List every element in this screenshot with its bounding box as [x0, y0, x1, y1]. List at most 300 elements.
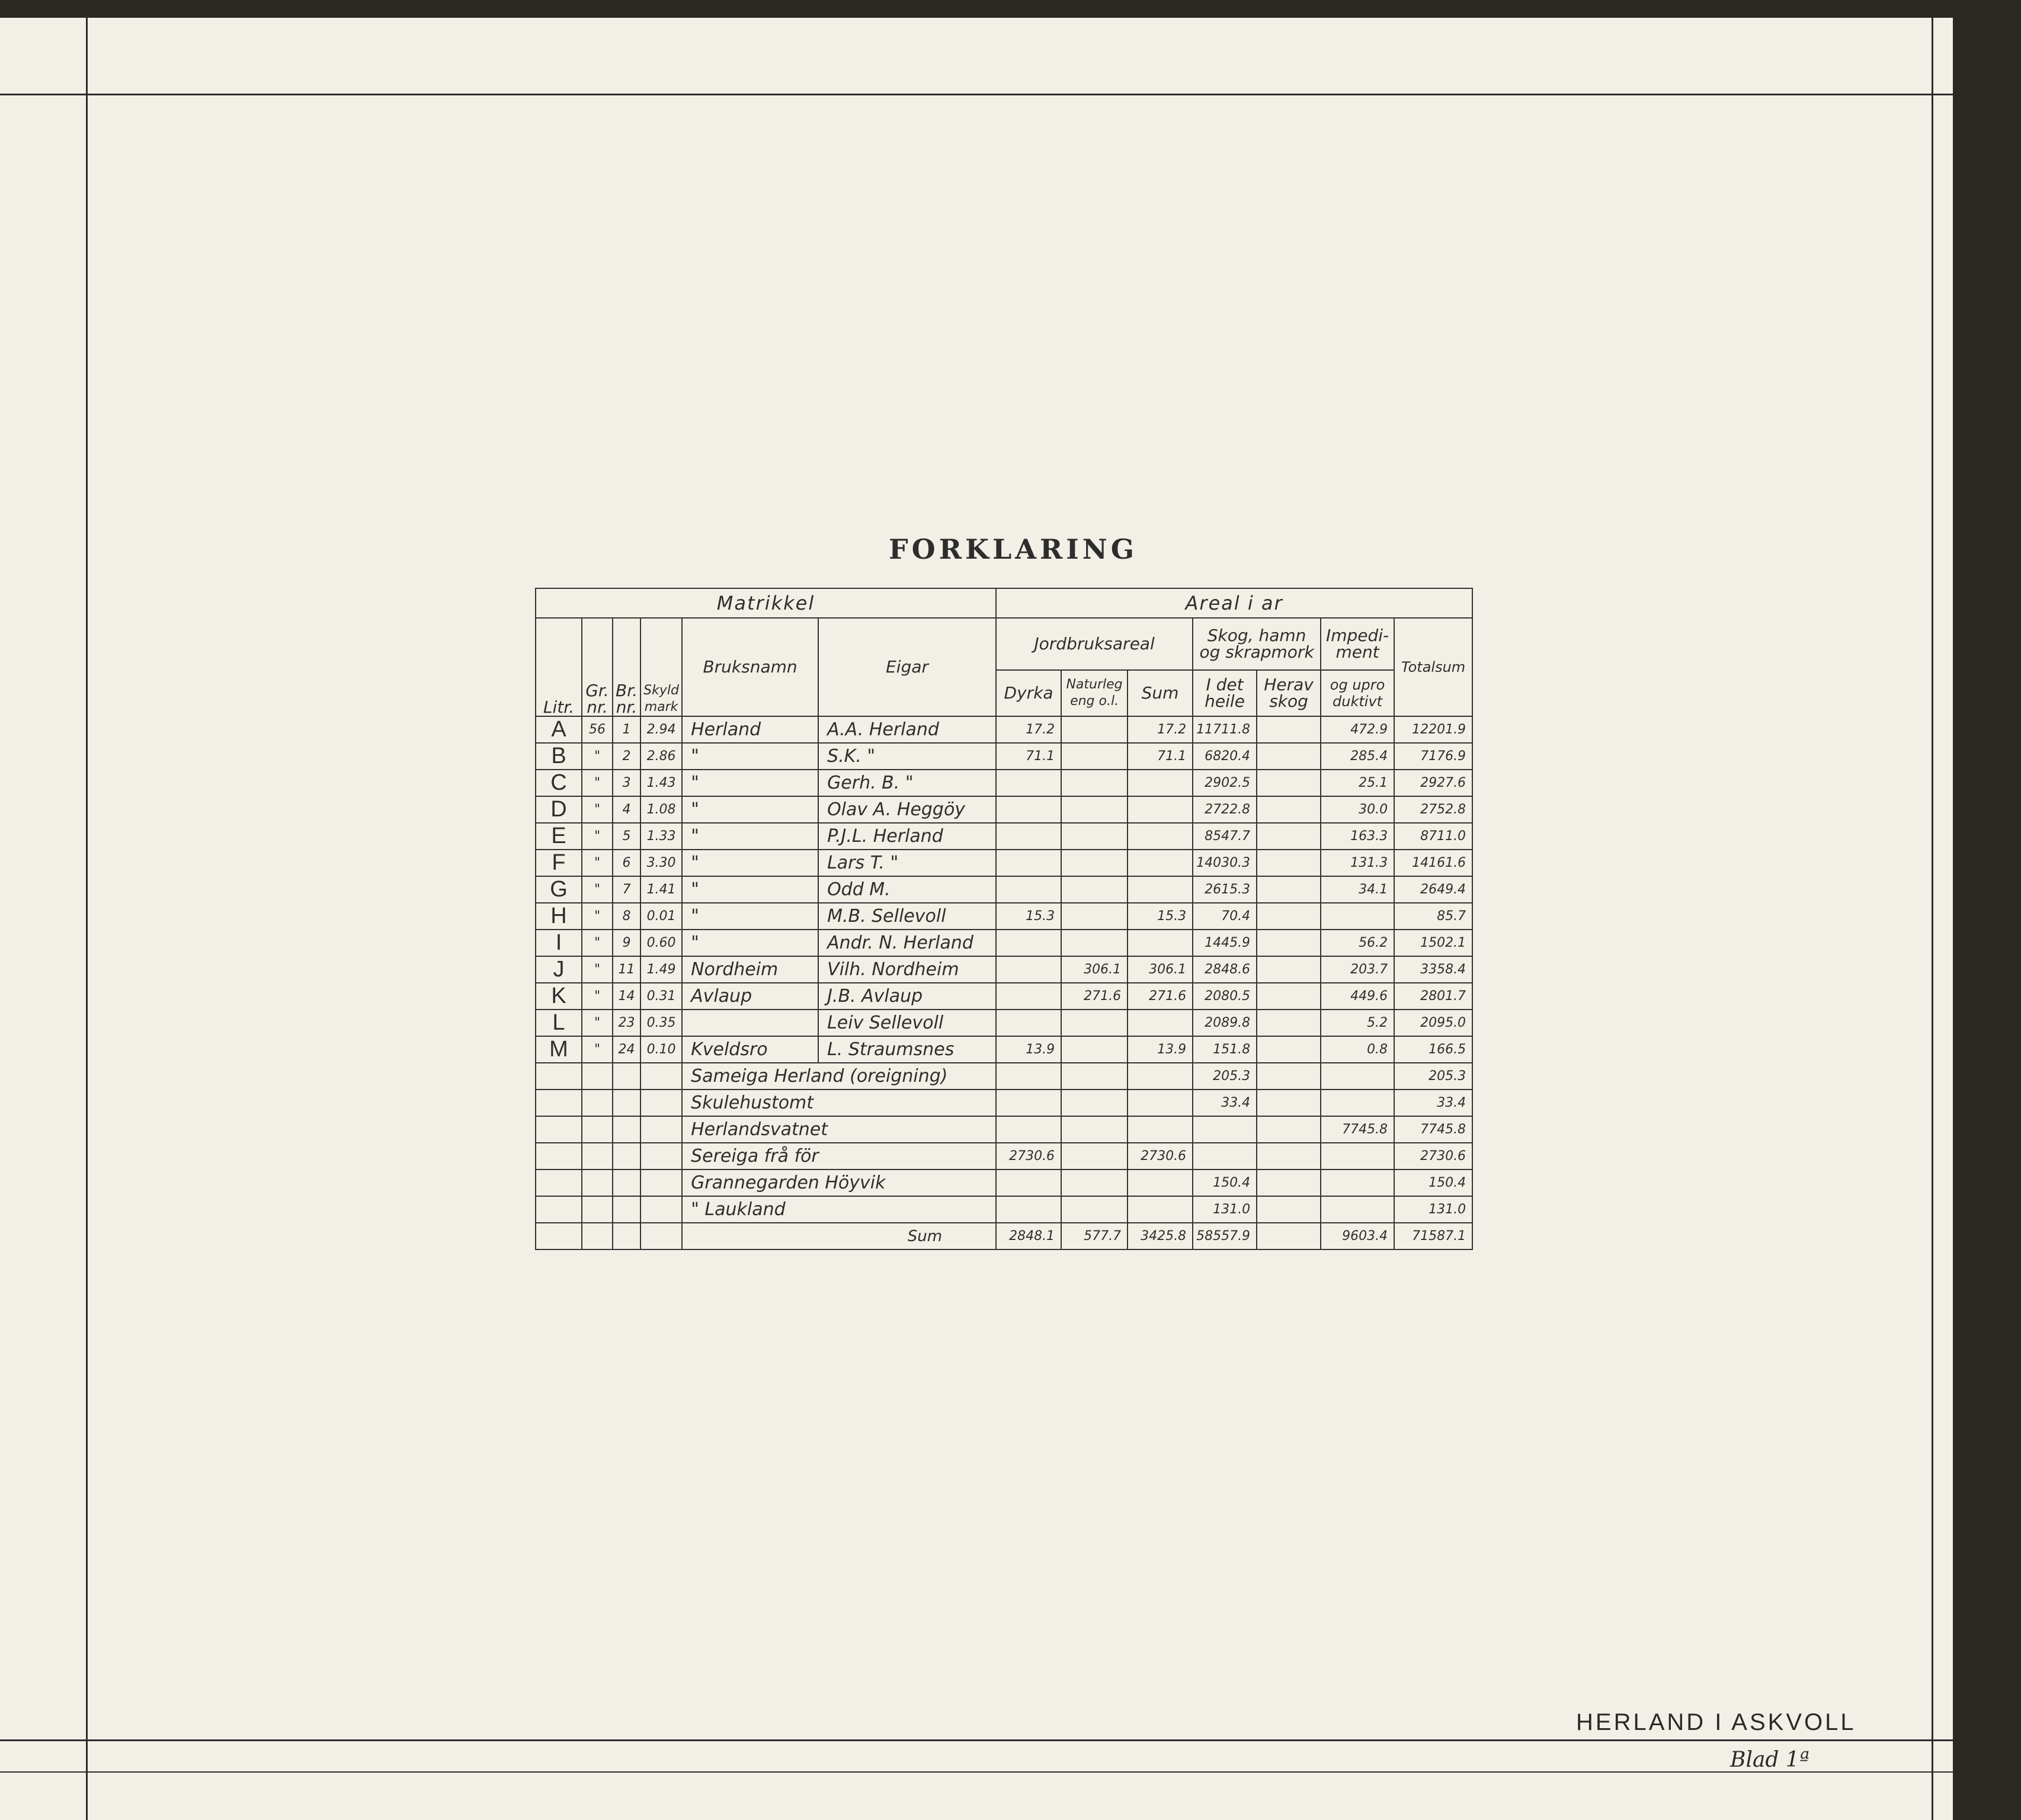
cell-grnr: ": [582, 983, 613, 1010]
cell-bruksnamn: ": [682, 930, 818, 956]
cell-totalsum: 1502.1: [1394, 930, 1472, 956]
header-skyld: Skyld mark: [640, 618, 682, 716]
cell-natureng: [1061, 823, 1128, 850]
cell-idetheile: 2089.8: [1193, 1010, 1257, 1036]
cell-sum: [1128, 796, 1193, 823]
cell-dyrka: 17.2: [996, 716, 1061, 743]
cell-sum: [1128, 876, 1193, 903]
cell-idetheile: 2615.3: [1193, 876, 1257, 903]
cell-dyrka: [996, 796, 1061, 823]
cell-eigar: Lars T. ": [818, 850, 996, 876]
cell-heravskog: [1257, 1143, 1321, 1169]
cell-natureng: 271.6: [1061, 983, 1128, 1010]
cell-bruksnamn: ": [682, 743, 818, 770]
table-row: [536, 823, 1472, 850]
cell-litr: M: [536, 1036, 582, 1063]
cell-totalsum: 205.3: [1394, 1063, 1472, 1090]
cell-idetheile: 1445.9: [1193, 930, 1257, 956]
cell-brnr: [613, 1116, 640, 1143]
cell-grnr: [582, 1063, 613, 1090]
cell-dyrka: 71.1: [996, 743, 1061, 770]
cell-bruksnamn: Herland: [682, 716, 818, 743]
cell-impediment: 285.4: [1321, 743, 1394, 770]
cell-sum: [1128, 1063, 1193, 1090]
map-sheet: [0, 18, 1953, 1820]
cell-bruksnamn: ": [682, 796, 818, 823]
cell-brnr: 7: [613, 876, 640, 903]
cell-grnr: ": [582, 1010, 613, 1036]
cell-brnr: [613, 1063, 640, 1090]
sum-row: [536, 1223, 1472, 1249]
cell-dyrka: [996, 930, 1061, 956]
header-natureng: Naturleg eng o.l.: [1061, 670, 1128, 716]
cell-dyrka: 2848.1: [996, 1223, 1061, 1249]
cell-brnr: 6: [613, 850, 640, 876]
cell-impediment: 25.1: [1321, 770, 1394, 796]
header-impediment: Impedi- ment: [1321, 618, 1394, 670]
cell-bruksnamn: ": [682, 770, 818, 796]
cell-dyrka: [996, 1116, 1061, 1143]
cell-sum: 17.2: [1128, 716, 1193, 743]
cell-natureng: [1061, 1063, 1128, 1090]
cell-sum: 71.1: [1128, 743, 1193, 770]
table-row: [536, 796, 1472, 823]
cell-heravskog: [1257, 796, 1321, 823]
cell-sum: [1128, 1196, 1193, 1223]
header-bruksnamn: Bruksnamn: [682, 618, 818, 716]
cell-totalsum: 7176.9: [1394, 743, 1472, 770]
cell-idetheile: 2080.5: [1193, 983, 1257, 1010]
page-title: FORKLARING: [889, 533, 1138, 565]
cell-skyld: 0.31: [640, 983, 682, 1010]
cell-impediment: [1321, 1196, 1394, 1223]
cell-bruksnamn: [682, 1010, 818, 1036]
cell-idetheile: 2722.8: [1193, 796, 1257, 823]
cell-impediment: 34.1: [1321, 876, 1394, 903]
cell-eigar: M.B. Sellevoll: [818, 903, 996, 930]
cell-totalsum: 2649.4: [1394, 876, 1472, 903]
cell-litr: [536, 1116, 582, 1143]
cell-dyrka: 15.3: [996, 903, 1061, 930]
table-row: [536, 983, 1472, 1010]
cell-totalsum: 14161.6: [1394, 850, 1472, 876]
cell-idetheile: 8547.7: [1193, 823, 1257, 850]
cell-heravskog: [1257, 823, 1321, 850]
cell-heravskog: [1257, 1223, 1321, 1249]
cell-sum: 2730.6: [1128, 1143, 1193, 1169]
cell-litr: I: [536, 930, 582, 956]
cell-heravskog: [1257, 1010, 1321, 1036]
cell-litr: C: [536, 770, 582, 796]
cell-idetheile: 14030.3: [1193, 850, 1257, 876]
cell-idetheile: 58557.9: [1193, 1223, 1257, 1249]
cell-totalsum: 2801.7: [1394, 983, 1472, 1010]
cell-skyld: [640, 1223, 682, 1249]
cell-sum: [1128, 770, 1193, 796]
cell-sum: [1128, 1116, 1193, 1143]
cell-sum: [1128, 850, 1193, 876]
cell-sum: 306.1: [1128, 956, 1193, 983]
cell-impediment: 5.2: [1321, 1010, 1394, 1036]
cell-litr: L: [536, 1010, 582, 1036]
cell-natureng: [1061, 743, 1128, 770]
cell-brnr: 3: [613, 770, 640, 796]
cell-brnr: 2: [613, 743, 640, 770]
header-grnr: Gr. nr.: [582, 618, 613, 716]
cell-extra-label: Sereiga frå för: [682, 1143, 996, 1169]
cell-dyrka: 13.9: [996, 1036, 1061, 1063]
cell-grnr: ": [582, 903, 613, 930]
cell-brnr: 24: [613, 1036, 640, 1063]
cell-eigar: P.J.L. Herland: [818, 823, 996, 850]
cell-sum: [1128, 1090, 1193, 1116]
cell-eigar: Olav A. Heggöy: [818, 796, 996, 823]
table-row: [536, 1063, 1472, 1090]
cell-idetheile: 6820.4: [1193, 743, 1257, 770]
cell-idetheile: 131.0: [1193, 1196, 1257, 1223]
cell-totalsum: 2752.8: [1394, 796, 1472, 823]
cell-sum: [1128, 1169, 1193, 1196]
cell-bruksnamn: ": [682, 823, 818, 850]
cell-skyld: 1.08: [640, 796, 682, 823]
cell-heravskog: [1257, 1196, 1321, 1223]
header-litr: Litr.: [536, 618, 582, 716]
cell-eigar: L. Straumsnes: [818, 1036, 996, 1063]
cell-idetheile: 151.8: [1193, 1036, 1257, 1063]
cell-grnr: [582, 1116, 613, 1143]
cell-skyld: 1.43: [640, 770, 682, 796]
cell-extra-label: Skulehustomt: [682, 1090, 996, 1116]
cell-skyld: 3.30: [640, 850, 682, 876]
cell-idetheile: 150.4: [1193, 1169, 1257, 1196]
table-row: [536, 770, 1472, 796]
cell-impediment: [1321, 1090, 1394, 1116]
cell-natureng: [1061, 1143, 1128, 1169]
header-matrikkel: Matrikkel: [536, 588, 996, 618]
cell-grnr: ": [582, 930, 613, 956]
cell-totalsum: 2095.0: [1394, 1010, 1472, 1036]
cell-heravskog: [1257, 983, 1321, 1010]
header-idetheile: I det heile: [1193, 670, 1257, 716]
cell-natureng: [1061, 1169, 1128, 1196]
cell-heravskog: [1257, 956, 1321, 983]
table-row: [536, 1143, 1472, 1169]
cell-impediment: [1321, 1063, 1394, 1090]
cell-dyrka: [996, 823, 1061, 850]
cell-grnr: [582, 1169, 613, 1196]
cell-impediment: 472.9: [1321, 716, 1394, 743]
cell-natureng: [1061, 1010, 1128, 1036]
cell-heravskog: [1257, 743, 1321, 770]
cell-grnr: [582, 1196, 613, 1223]
cell-litr: [536, 1169, 582, 1196]
cell-skyld: 0.10: [640, 1036, 682, 1063]
cell-dyrka: 2730.6: [996, 1143, 1061, 1169]
cell-heravskog: [1257, 1090, 1321, 1116]
cell-brnr: 1: [613, 716, 640, 743]
cell-heravskog: [1257, 1169, 1321, 1196]
cell-grnr: ": [582, 876, 613, 903]
cell-impediment: 203.7: [1321, 956, 1394, 983]
cell-brnr: [613, 1223, 640, 1249]
cell-skyld: 2.86: [640, 743, 682, 770]
cell-heravskog: [1257, 1036, 1321, 1063]
cell-dyrka: [996, 1169, 1061, 1196]
cell-totalsum: 33.4: [1394, 1090, 1472, 1116]
cell-brnr: 8: [613, 903, 640, 930]
cell-litr: K: [536, 983, 582, 1010]
cell-brnr: 9: [613, 930, 640, 956]
cell-dyrka: [996, 1090, 1061, 1116]
cell-skyld: 0.60: [640, 930, 682, 956]
cell-idetheile: 2902.5: [1193, 770, 1257, 796]
cell-heravskog: [1257, 716, 1321, 743]
cell-sum: 15.3: [1128, 903, 1193, 930]
table-row: [536, 876, 1472, 903]
header-areal: Areal i ar: [996, 588, 1472, 618]
cell-natureng: [1061, 850, 1128, 876]
cell-totalsum: 85.7: [1394, 903, 1472, 930]
cell-bruksnamn: Nordheim: [682, 956, 818, 983]
frame-left-line: [86, 18, 88, 1820]
cell-eigar: J.B. Avlaup: [818, 983, 996, 1010]
cell-skyld: 1.41: [640, 876, 682, 903]
cell-bruksnamn: Kveldsro: [682, 1036, 818, 1063]
cell-brnr: 5: [613, 823, 640, 850]
cell-dyrka: [996, 770, 1061, 796]
cell-idetheile: 70.4: [1193, 903, 1257, 930]
cell-grnr: ": [582, 823, 613, 850]
cell-litr: A: [536, 716, 582, 743]
cell-heravskog: [1257, 770, 1321, 796]
table-body: [536, 716, 1472, 1249]
cell-idetheile: 205.3: [1193, 1063, 1257, 1090]
cell-litr: J: [536, 956, 582, 983]
table-row: [536, 1169, 1472, 1196]
cell-skyld: 1.33: [640, 823, 682, 850]
cell-eigar: Gerh. B. ": [818, 770, 996, 796]
cell-idetheile: [1193, 1116, 1257, 1143]
cell-totalsum: 12201.9: [1394, 716, 1472, 743]
frame-right-line: [1932, 18, 1933, 1820]
header-totalsum: Totalsum: [1394, 618, 1472, 716]
cell-bruksnamn: ": [682, 876, 818, 903]
cell-totalsum: 7745.8: [1394, 1116, 1472, 1143]
cell-totalsum: 71587.1: [1394, 1223, 1472, 1249]
cell-natureng: [1061, 1036, 1128, 1063]
cell-impediment: 0.8: [1321, 1036, 1394, 1063]
cell-impediment: [1321, 903, 1394, 930]
cell-brnr: 11: [613, 956, 640, 983]
cell-eigar: S.K. ": [818, 743, 996, 770]
cell-impediment: 131.3: [1321, 850, 1394, 876]
table-row: [536, 1010, 1472, 1036]
header-dyrka: Dyrka: [996, 670, 1061, 716]
cell-heravskog: [1257, 850, 1321, 876]
cell-sum: [1128, 930, 1193, 956]
cell-dyrka: [996, 983, 1061, 1010]
cell-skyld: 0.01: [640, 903, 682, 930]
cell-natureng: [1061, 716, 1128, 743]
cell-skyld: [640, 1169, 682, 1196]
header-jordbruk: Jordbruksareal: [996, 618, 1193, 670]
cell-heravskog: [1257, 1063, 1321, 1090]
cell-grnr: [582, 1223, 613, 1249]
header-sum: Sum: [1128, 670, 1193, 716]
cell-natureng: [1061, 903, 1128, 930]
table-row: [536, 1196, 1472, 1223]
table-row: [536, 1036, 1472, 1063]
cell-impediment: [1321, 1143, 1394, 1169]
cell-eigar: Leiv Sellevoll: [818, 1010, 996, 1036]
cell-eigar: Vilh. Nordheim: [818, 956, 996, 983]
cell-dyrka: [996, 1196, 1061, 1223]
cell-impediment: 9603.4: [1321, 1223, 1394, 1249]
frame-bottom-line-inner: [0, 1771, 1953, 1773]
sheet-number: Blad 1ª: [1730, 1748, 1809, 1772]
cell-brnr: [613, 1143, 640, 1169]
table-row: [536, 956, 1472, 983]
cell-skyld: 0.35: [640, 1010, 682, 1036]
cell-dyrka: [996, 850, 1061, 876]
cell-dyrka: [996, 956, 1061, 983]
cell-impediment: 449.6: [1321, 983, 1394, 1010]
cell-grnr: [582, 1090, 613, 1116]
cell-eigar: Odd M.: [818, 876, 996, 903]
cell-totalsum: 2730.6: [1394, 1143, 1472, 1169]
cell-dyrka: [996, 1010, 1061, 1036]
cell-natureng: [1061, 1090, 1128, 1116]
cell-grnr: ": [582, 796, 613, 823]
cell-totalsum: 3358.4: [1394, 956, 1472, 983]
table-row: [536, 903, 1472, 930]
cell-grnr: ": [582, 770, 613, 796]
cell-idetheile: 33.4: [1193, 1090, 1257, 1116]
cell-brnr: [613, 1169, 640, 1196]
cell-totalsum: 131.0: [1394, 1196, 1472, 1223]
cell-heravskog: [1257, 1116, 1321, 1143]
explanation-table: [535, 588, 1473, 1250]
cell-brnr: 14: [613, 983, 640, 1010]
cell-brnr: 23: [613, 1010, 640, 1036]
table-row: [536, 850, 1472, 876]
header-eigar: Eigar: [818, 618, 996, 716]
header-skog-group: Skog, hamn og skrapmork: [1193, 618, 1321, 670]
cell-litr: [536, 1196, 582, 1223]
cell-skyld: 2.94: [640, 716, 682, 743]
cell-grnr: 56: [582, 716, 613, 743]
cell-idetheile: 11711.8: [1193, 716, 1257, 743]
header-brnr: Br. nr.: [613, 618, 640, 716]
place-name: HERLAND I ASKVOLL: [1576, 1709, 1856, 1735]
cell-litr: [536, 1143, 582, 1169]
cell-skyld: [640, 1196, 682, 1223]
cell-natureng: 306.1: [1061, 956, 1128, 983]
cell-heravskog: [1257, 903, 1321, 930]
cell-brnr: [613, 1090, 640, 1116]
cell-heravskog: [1257, 930, 1321, 956]
cell-natureng: [1061, 876, 1128, 903]
cell-dyrka: [996, 1063, 1061, 1090]
cell-natureng: [1061, 1116, 1128, 1143]
cell-natureng: [1061, 1196, 1128, 1223]
cell-litr: B: [536, 743, 582, 770]
cell-sum: 13.9: [1128, 1036, 1193, 1063]
cell-skyld: [640, 1143, 682, 1169]
table-row: [536, 743, 1472, 770]
cell-brnr: 4: [613, 796, 640, 823]
cell-skyld: [640, 1090, 682, 1116]
cell-litr: E: [536, 823, 582, 850]
frame-bottom-line: [0, 1739, 1953, 1741]
cell-impediment: 56.2: [1321, 930, 1394, 956]
cell-extra-label: Grannegarden Höyvik: [682, 1169, 996, 1196]
cell-grnr: ": [582, 850, 613, 876]
cell-grnr: ": [582, 1036, 613, 1063]
cell-sum: [1128, 1010, 1193, 1036]
frame-top-line: [0, 94, 1953, 95]
header-uproduktivt: og upro duktivt: [1321, 670, 1394, 716]
table-row: [536, 716, 1472, 743]
cell-bruksnamn: ": [682, 903, 818, 930]
cell-heravskog: [1257, 876, 1321, 903]
cell-brnr: [613, 1196, 640, 1223]
cell-idetheile: 2848.6: [1193, 956, 1257, 983]
cell-skyld: [640, 1063, 682, 1090]
cell-litr: F: [536, 850, 582, 876]
header-heravskog: Herav skog: [1257, 670, 1321, 716]
cell-grnr: ": [582, 743, 613, 770]
cell-grnr: ": [582, 956, 613, 983]
cell-extra-label: Herlandsvatnet: [682, 1116, 996, 1143]
cell-skyld: [640, 1116, 682, 1143]
table-row: [536, 930, 1472, 956]
cell-impediment: [1321, 1169, 1394, 1196]
cell-litr: H: [536, 903, 582, 930]
cell-impediment: 7745.8: [1321, 1116, 1394, 1143]
cell-bruksnamn: Avlaup: [682, 983, 818, 1010]
cell-dyrka: [996, 876, 1061, 903]
cell-totalsum: 166.5: [1394, 1036, 1472, 1063]
cell-natureng: [1061, 930, 1128, 956]
cell-eigar: A.A. Herland: [818, 716, 996, 743]
cell-totalsum: 8711.0: [1394, 823, 1472, 850]
cell-eigar: Andr. N. Herland: [818, 930, 996, 956]
cell-bruksnamn: ": [682, 850, 818, 876]
cell-litr: [536, 1223, 582, 1249]
cell-skyld: 1.49: [640, 956, 682, 983]
cell-natureng: [1061, 770, 1128, 796]
cell-idetheile: [1193, 1143, 1257, 1169]
cell-litr: [536, 1063, 582, 1090]
cell-sum: 271.6: [1128, 983, 1193, 1010]
table-row: [536, 1090, 1472, 1116]
cell-sum: 3425.8: [1128, 1223, 1193, 1249]
cell-sum-label: Sum: [682, 1223, 996, 1249]
cell-totalsum: 2927.6: [1394, 770, 1472, 796]
cell-extra-label: Sameiga Herland (oreigning): [682, 1063, 996, 1090]
cell-totalsum: 150.4: [1394, 1169, 1472, 1196]
cell-impediment: 163.3: [1321, 823, 1394, 850]
cell-grnr: [582, 1143, 613, 1169]
cell-litr: G: [536, 876, 582, 903]
cell-sum: [1128, 823, 1193, 850]
cell-litr: D: [536, 796, 582, 823]
cell-litr: [536, 1090, 582, 1116]
cell-extra-label: " Laukland: [682, 1196, 996, 1223]
table-row: [536, 1116, 1472, 1143]
cell-impediment: 30.0: [1321, 796, 1394, 823]
